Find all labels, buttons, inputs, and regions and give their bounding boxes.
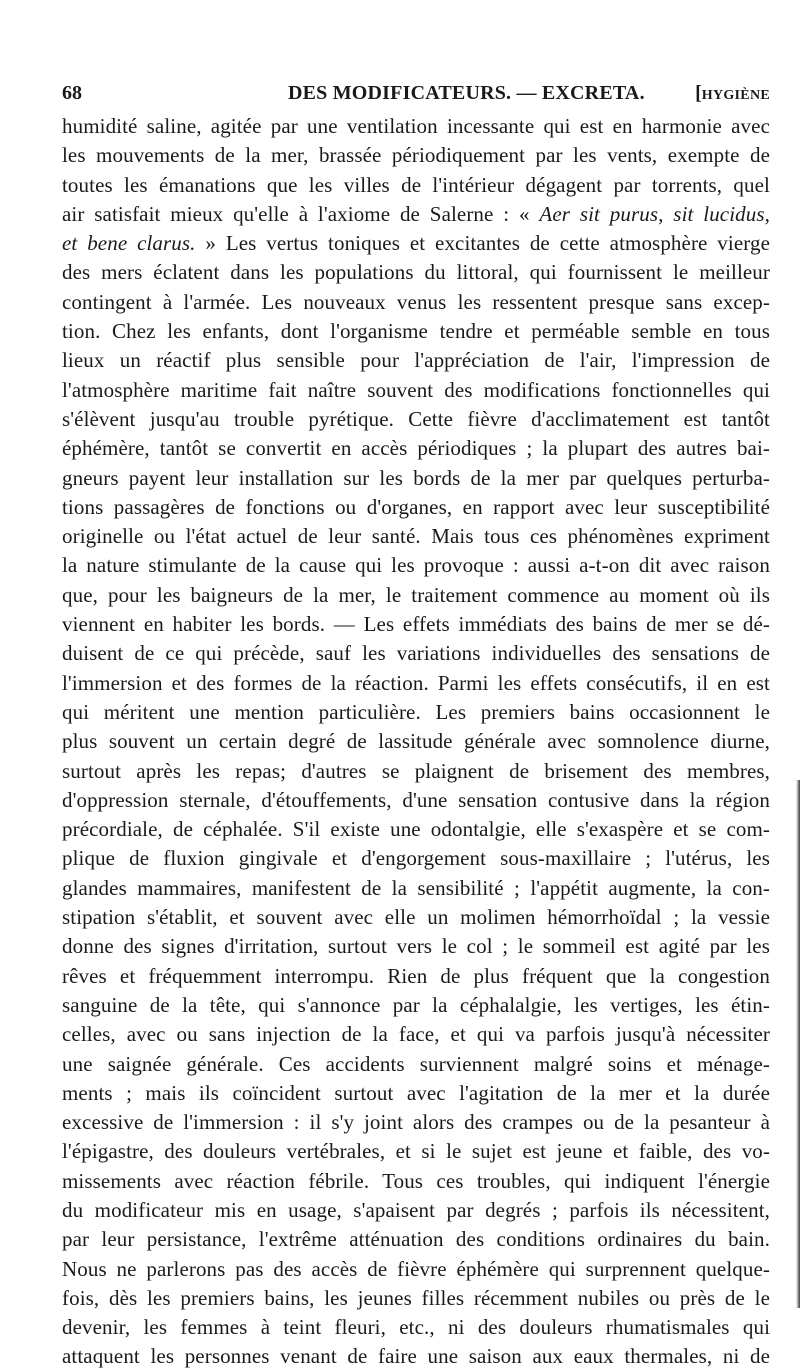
section-bracket: [ xyxy=(695,82,702,104)
text-line: s'élèvent jusqu'au trouble pyrétique. Cette fièvre d'acclimatement est tantôt xyxy=(62,406,770,431)
text-line: l'atmosphère maritime fait naître souvent des modifications fonctionnelles qui xyxy=(62,377,770,402)
latin-quotation-end: et bene clarus. xyxy=(62,231,196,256)
text-line: par leur persistance, l'extrême atténuation des conditions ordinaires du bain. xyxy=(62,1227,770,1252)
text-line: attaquent les personnes venant de faire une saison aux eaux thermales, ni de xyxy=(62,1344,770,1369)
text-line: excessive de l'immersion : il s'y joint alors des crampes ou de la pesanteur à xyxy=(62,1110,770,1135)
text-line: ments ; mais ils coïncident surtout avec l'agitation de la mer et la durée xyxy=(62,1080,770,1105)
text-line-segment: air satisfait mieux qu'elle à l'axiome de Salerne : « xyxy=(62,201,540,226)
text-line: d'oppression sternale, d'étouffements, d'une sensation contusive dans la région xyxy=(62,787,770,812)
text-line: la nature stimulante de la cause qui les provoque : aussi a-t-on dit avec raison xyxy=(62,553,770,578)
running-header xyxy=(62,78,770,108)
text-line: rêves et fréquemment interrompu. Rien de plus fréquent que la congestion xyxy=(62,963,770,988)
running-title: DES MODIFICATEURS. — EXCRETA. xyxy=(288,82,645,104)
text-line: l'immersion et des formes de la réaction. Parmi les effets consécutifs, il en est xyxy=(62,670,770,695)
text-line: précordiale, de céphalée. S'il existe une odontalgie, elle s'exaspère et se com- xyxy=(62,817,770,842)
text-line: les mouvements de la mer, brassée périodiquement par les vents, exempte de xyxy=(62,143,770,168)
page-edge-shadow xyxy=(796,780,800,1308)
text-line: éphémère, tantôt se convertit en accès périodiques ; la plupart des autres bai- xyxy=(62,436,770,461)
section-tag xyxy=(695,78,770,111)
text-line-with-italic xyxy=(62,229,770,258)
text-line: toutes les émanations que les villes de l'intérieur dégagent par torrents, quel xyxy=(62,172,770,197)
text-line: viennent en habiter les bords. — Les effets immédiats des bains de mer se dé- xyxy=(62,612,770,637)
text-line: contingent à l'armée. Les nouveaux venus les ressentent presque sans excep- xyxy=(62,289,770,314)
text-line: surtout après les repas; d'autres se plaignent de brisement des membres, xyxy=(62,758,770,783)
text-line: tions passagères de fonctions ou d'organes, en rapport avec leur susceptibilité xyxy=(62,494,770,519)
text-line: plus souvent un certain degré de lassitude générale avec somnolence diurne, xyxy=(62,729,770,754)
text-line: devenir, les femmes à teint fleuri, etc., ni des douleurs rhumatismales qui xyxy=(62,1315,770,1340)
text-line: gneurs payent leur installation sur les bords de la mer par quelques perturba- xyxy=(62,465,770,490)
text-line: que, pour les baigneurs de la mer, le traitement commence au moment où ils xyxy=(62,582,770,607)
page-number: 68 xyxy=(62,82,82,104)
latin-quotation: Aer sit purus, sit lucidus xyxy=(539,201,765,226)
text-line: plique de fluxion gingivale et d'engorgement sous-maxillaire ; l'utérus, les xyxy=(62,846,770,871)
text-line: duisent de ce qui précède, sauf les variations individuelles des sensations de xyxy=(62,641,770,666)
text-line: qui méritent une mention particulière. Les premiers bains occasionnent le xyxy=(62,699,770,724)
text-line: lieux un réactif plus sensible pour l'appréciation de l'air, l'impression de xyxy=(62,348,770,373)
text-line-with-italic: air satisfait mieux qu'elle à l'axiome de Salerne : « Aer sit purus, sit lucidus, xyxy=(62,201,770,226)
text-line: originelle ou l'état actuel de leur santé. Mais tous ces phénomènes expriment xyxy=(62,524,770,549)
body-text xyxy=(62,112,770,1372)
text-line: tion. Chez les enfants, dont l'organisme tendre et perméable semble en tous xyxy=(62,319,770,344)
text-line: missements avec réaction fébrile. Tous ces troubles, qui indiquent l'énergie xyxy=(62,1168,770,1193)
text-line: du modificateur mis en usage, s'apaisent par degrés ; parfois ils nécessitent, xyxy=(62,1197,770,1222)
text-line: humidité saline, agitée par une ventilation incessante qui est en harmonie avec xyxy=(62,114,770,138)
text-line: fois, dès les premiers bains, les jeunes filles récemment nubiles ou près de le xyxy=(62,1285,770,1310)
text-line: celles, avec ou sans injection de la face, et qui va parfois jusqu'à nécessiter xyxy=(62,1022,770,1047)
section-name: HYGIÈNE xyxy=(701,88,770,103)
text-line: sanguine de la tête, qui s'annonce par la céphalalgie, les vertiges, les étin- xyxy=(62,992,770,1017)
text-line: des mers éclatent dans les populations du littoral, qui fournissent le meilleur xyxy=(62,260,770,285)
text-line: glandes mammaires, manifestent de la sensibilité ; l'appétit augmente, la con- xyxy=(62,875,770,900)
text-line: une saignée générale. Ces accidents surviennent malgré soins et ménage- xyxy=(62,1051,770,1076)
text-line: stipation s'établit, et souvent avec elle un molimen hémorrhoïdal ; la vessie xyxy=(62,905,770,930)
text-line-segment: » Les vertus toniques et excitantes de cette atmosphère vierge xyxy=(205,231,770,256)
text-line: l'épigastre, des douleurs vertébrales, et si le sujet est jeune et faible, des vo- xyxy=(62,1139,770,1164)
text-line: Nous ne parlerons pas des accès de fièvre éphémère qui surprennent quelque- xyxy=(62,1256,770,1281)
text-line: donne des signes d'irritation, surtout vers le col ; le sommeil est agité par les xyxy=(62,934,770,959)
